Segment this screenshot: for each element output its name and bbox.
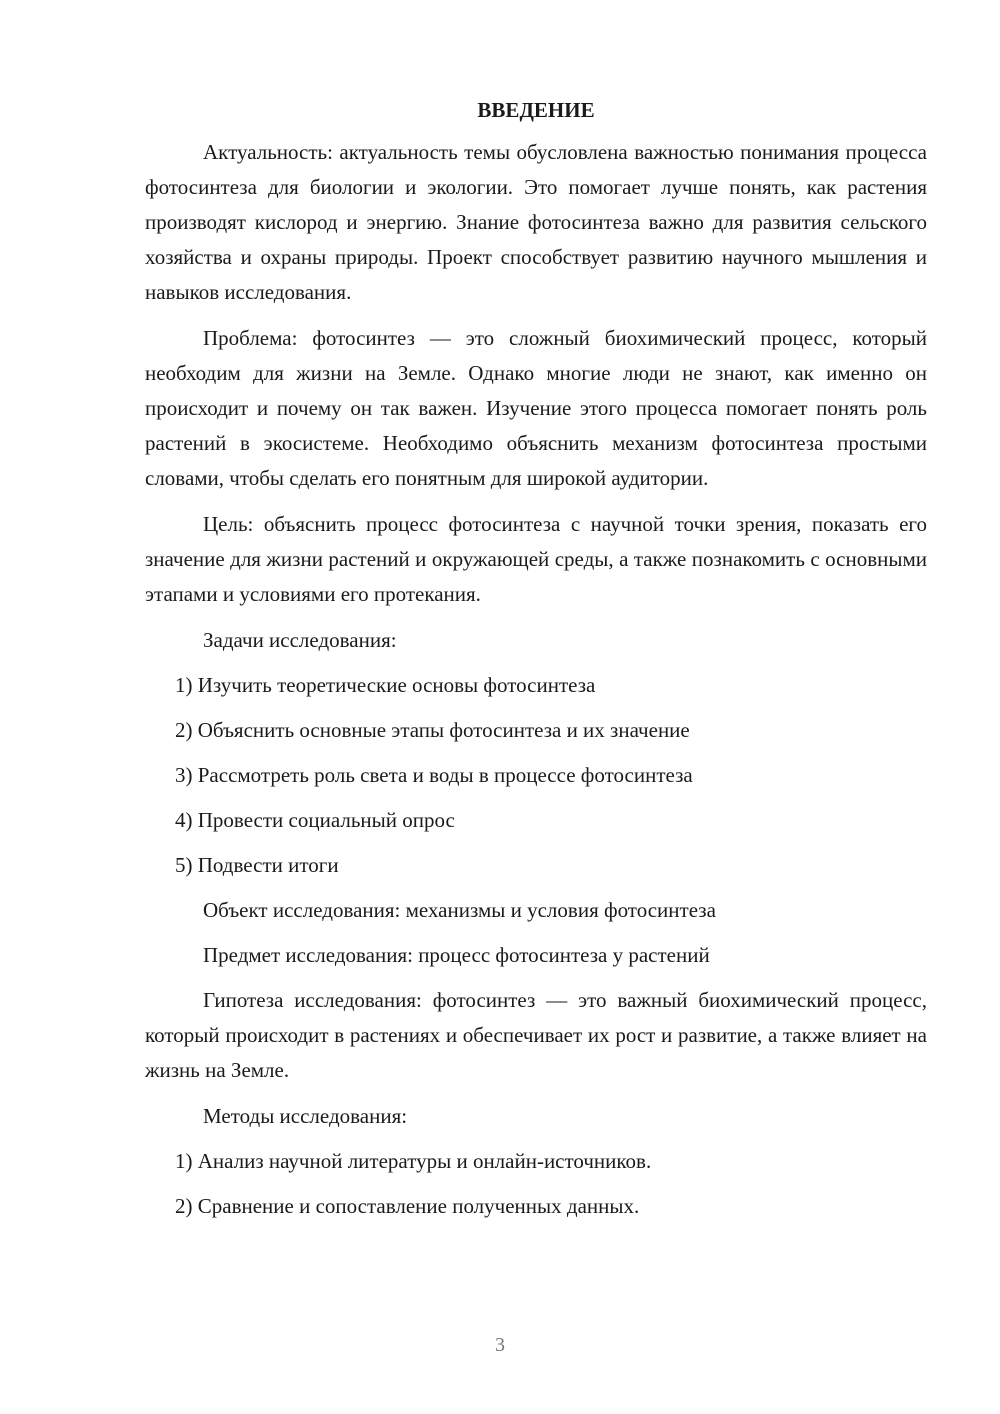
- hypothesis-paragraph: Гипотеза исследования: фотосинтез — это важный биохимический процесс, который происходит в растениях и обеспечивает их рост и развитие, а также влияет на жизнь на Земле.: [145, 988, 927, 1082]
- research-object-line: Объект исследования: механизмы и условия фотосинтеза: [203, 898, 716, 922]
- goal-paragraph: Цель: объяснить процесс фотосинтеза с научной точки зрения, показать его значение для жизни растений и окружающей среды, а также познакомить с основными этапами и условиями его протекания.: [145, 512, 927, 606]
- relevance-paragraph: Актуальность: актуальность темы обусловлена важностью понимания процесса фотосинтеза для биологии и экологии. Это помогает лучше понять, как растения производят кислород и энергию. Знание фотосинтеза важно для развития сельского хозяйства и охраны природы. Проект способствует развитию научного мышления и навыков исследования.: [145, 140, 927, 304]
- tasks-heading: Задачи исследования:: [203, 628, 397, 652]
- task-item: 3) Рассмотреть роль света и воды в процессе фотосинтеза: [175, 763, 693, 787]
- task-item: 4) Провести социальный опрос: [175, 808, 455, 832]
- page-number: 3: [495, 1334, 505, 1356]
- task-item: 2) Объяснить основные этапы фотосинтеза и их значение: [175, 718, 690, 742]
- tasks-list: [145, 668, 927, 883]
- methods-list: [145, 1144, 927, 1224]
- method-item: 2) Сравнение и сопоставление полученных данных.: [175, 1194, 640, 1218]
- task-item: 1) Изучить теоретические основы фотосинтеза: [175, 673, 596, 697]
- research-subject-line: Предмет исследования: процесс фотосинтеза у растений: [203, 943, 710, 967]
- method-item: 1) Анализ научной литературы и онлайн-источников.: [175, 1149, 652, 1173]
- section-title: ВВЕДЕНИЕ: [477, 98, 595, 122]
- methods-heading: Методы исследования:: [203, 1104, 408, 1128]
- task-item: 5) Подвести итоги: [175, 853, 339, 877]
- document-page: [145, 95, 927, 1234]
- problem-paragraph: Проблема: фотосинтез — это сложный биохимический процесс, который необходим для жизни на Земле. Однако многие люди не знают, как именно он происходит и почему он так важен. Изучение этого процесса помогает понять роль растений в экосистеме. Необходимо объяснить механизм фотосинтеза простыми словами, чтобы сделать его понятным для широкой аудитории.: [145, 326, 927, 490]
